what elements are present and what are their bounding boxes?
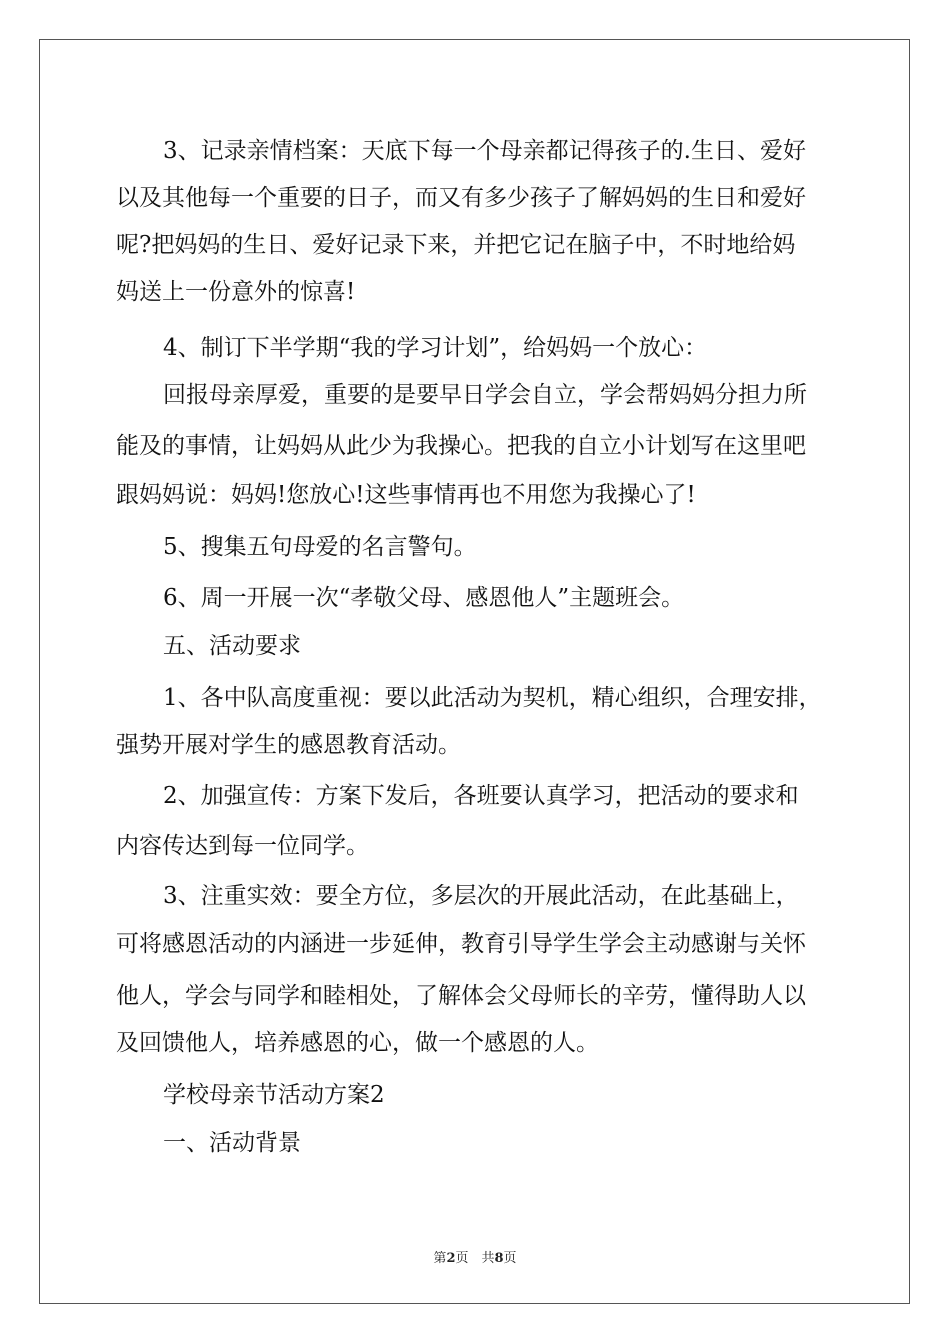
paragraph-line: 内容传达到每一位同学。 (116, 833, 369, 859)
footer-mid: 页 共 (455, 1251, 495, 1266)
current-page-number: 2 (446, 1251, 456, 1266)
paragraph-line: 1、各中队高度重视：要以此活动为契机，精心组织，合理安排， (163, 685, 822, 711)
paragraph-line: 6、周一开展一次“孝敬父母、感恩他人”主题班会。 (163, 585, 685, 611)
section-heading: 一、活动背景 (163, 1130, 301, 1156)
paragraph-line: 强势开展对学生的感恩教育活动。 (116, 732, 461, 758)
footer-suffix: 页 (503, 1251, 517, 1266)
paragraph-line: 妈送上一份意外的惊喜! (116, 279, 356, 305)
total-page-number: 8 (494, 1251, 504, 1266)
paragraph-line: 4、制订下半学期“我的学习计划”，给妈妈一个放心： (163, 335, 708, 361)
paragraph-line: 3、注重实效：要全方位，多层次的开展此活动，在此基础上， (163, 883, 799, 909)
section-heading: 五、活动要求 (163, 633, 301, 659)
paragraph-line: 2、加强宣传：方案下发后，各班要认真学习，把活动的要求和 (163, 783, 799, 809)
page-number-footer (0, 1247, 950, 1266)
paragraph-line: 及回馈他人，培养感恩的心，做一个感恩的人。 (116, 1030, 599, 1056)
paragraph-line: 以及其他每一个重要的日子，而又有多少孩子了解妈妈的生日和爱好 (116, 185, 806, 211)
paragraph-line: 呢?把妈妈的生日、爱好记录下来，并把它记在脑子中，不时地给妈 (116, 232, 796, 258)
paragraph-line: 可将感恩活动的内涵进一步延伸，教育引导学生学会主动感谢与关怀 (116, 931, 806, 957)
page-border (39, 39, 910, 1304)
paragraph-line: 回报母亲厚爱，重要的是要早日学会自立，学会帮妈妈分担力所 (163, 382, 807, 408)
paragraph-line: 能及的事情，让妈妈从此少为我操心。把我的自立小计划写在这里吧 (116, 433, 806, 459)
paragraph-line: 跟妈妈说：妈妈!您放心!这些事情再也不用您为我操心了! (116, 482, 696, 508)
paragraph-line: 他人，学会与同学和睦相处，了解体会父母师长的辛劳，懂得助人以 (116, 983, 806, 1009)
section-heading: 学校母亲节活动方案2 (163, 1082, 385, 1108)
paragraph-line: 3、记录亲情档案：天底下每一个母亲都记得孩子的.生日、爱好 (163, 138, 806, 164)
paragraph-line: 5、搜集五句母爱的名言警句。 (163, 534, 477, 560)
footer-prefix: 第 (433, 1251, 447, 1266)
